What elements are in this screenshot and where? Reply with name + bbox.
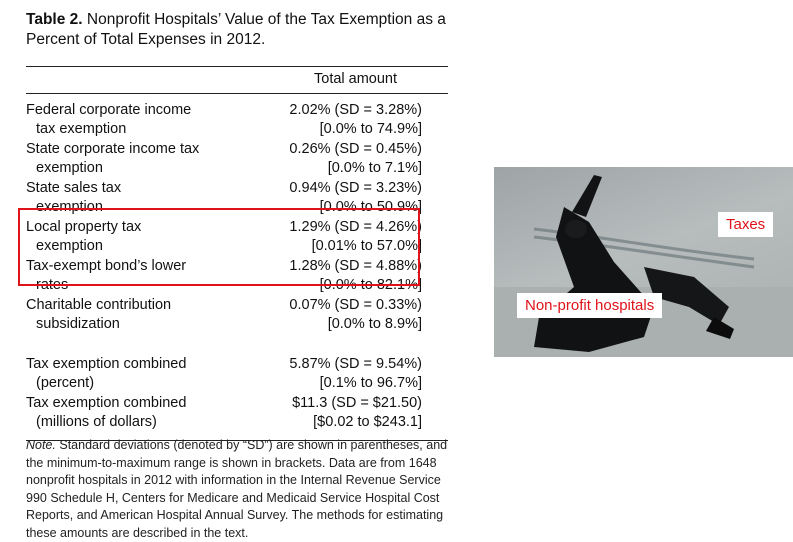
row-range: [0.01% to 57.0%] [311, 238, 422, 254]
row-value: 0.26% (SD = 0.45%) [289, 141, 422, 157]
row-label-cont: rates [36, 277, 69, 293]
row-label-cont: tax exemption [36, 121, 127, 137]
non-profit-hospitals-label: Non-profit hospitals [517, 293, 662, 318]
row-label-cont: (millions of dollars) [36, 414, 157, 430]
row-label: Charitable contribution [26, 297, 172, 313]
row-value: 1.28% (SD = 4.88%) [289, 258, 422, 274]
highlight-box [18, 208, 420, 286]
table-row [26, 141, 456, 180]
row-label: Local property tax [26, 219, 142, 235]
figure-arm [572, 175, 602, 217]
note-label: Note. [26, 438, 56, 452]
note-text: Standard deviations (denoted by “SD”) are shown in parentheses, and the minimum-to-maximum range is shown in brackets. Data are from 1648 nonprofit hospitals in 2012 with information in the Internal Revenue Service 990 Schedule H, Centers for Medicare and Medicaid Service Hospital Cost Reports, and American Hospital Annual Survey. The methods for estimating these amounts are described in the text. [26, 438, 448, 540]
row-label-cont: exemption [36, 238, 103, 254]
figure-head [565, 220, 587, 238]
row-label-cont: exemption [36, 160, 103, 176]
table-title: Nonprofit Hospitals’ Value of the Tax Exemption as a Percent of Total Expenses in 2012. [26, 11, 446, 48]
figure-coat [534, 207, 654, 352]
row-label: Tax exemption combined [26, 395, 187, 411]
table-row [26, 297, 456, 336]
row-range: [0.0% to 50.9%] [319, 199, 422, 215]
row-value: 1.29% (SD = 4.26%) [289, 219, 422, 235]
table-row-combined [26, 356, 456, 395]
row-label-cont: subsidization [36, 316, 120, 332]
header-rule [26, 93, 448, 94]
row-range: [$0.02 to $243.1] [313, 414, 422, 430]
row-label: Tax-exempt bond’s lower [26, 258, 187, 274]
dodging-figure-illustration [494, 167, 793, 357]
column-header-row [26, 67, 456, 93]
row-range: [0.0% to 8.9%] [327, 316, 422, 332]
column-header: Total amount [314, 71, 398, 87]
row-label-cont: (percent) [36, 375, 95, 391]
table-caption [26, 10, 456, 50]
row-label-cont: exemption [36, 199, 103, 215]
table-number: Table 2. [26, 11, 83, 28]
row-range: [0.0% to 7.1%] [327, 160, 422, 176]
row-label: State corporate income tax [26, 141, 200, 157]
row-label: State sales tax [26, 180, 122, 196]
table-row-combined [26, 395, 456, 434]
row-value: $11.3 (SD = $21.50) [292, 395, 422, 411]
row-value: 0.94% (SD = 3.23%) [289, 180, 422, 196]
meme-photo [494, 167, 793, 357]
row-value: 0.07% (SD = 0.33%) [289, 297, 422, 313]
row-gap [26, 336, 456, 356]
row-value: 5.87% (SD = 9.54%) [289, 356, 422, 372]
row-label: Tax exemption combined [26, 356, 187, 372]
row-label: Federal corporate income [26, 102, 192, 118]
taxes-label: Taxes [718, 212, 773, 237]
table-row [26, 102, 456, 141]
row-range: [0.0% to 74.9%] [319, 121, 422, 137]
row-range: [0.1% to 96.7%] [319, 375, 422, 391]
row-range: [0.0% to 82.1%] [319, 277, 422, 293]
row-value: 2.02% (SD = 3.28%) [289, 102, 422, 118]
table-note [26, 437, 456, 542]
